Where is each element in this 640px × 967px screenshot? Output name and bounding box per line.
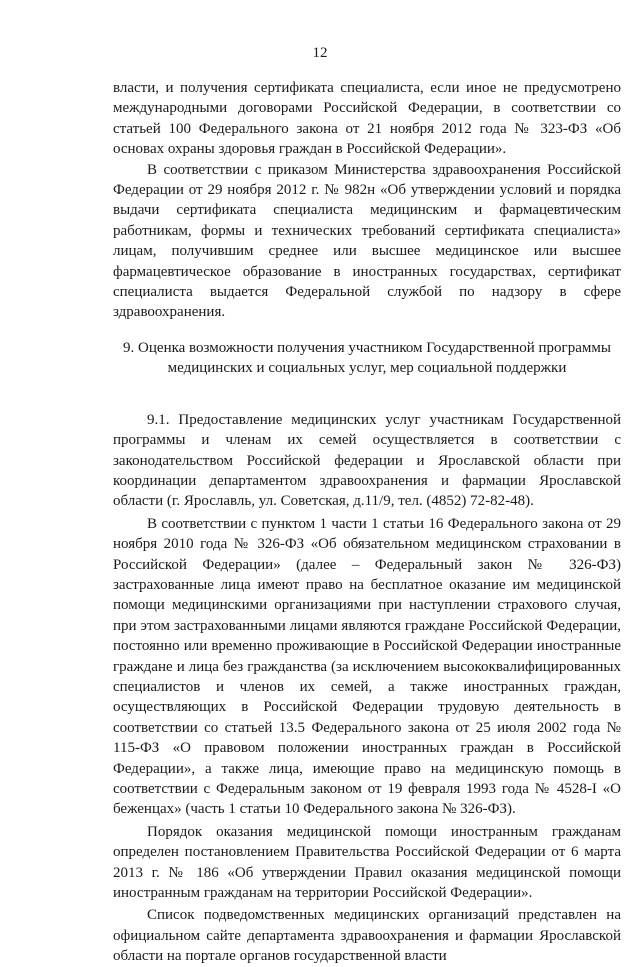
paragraph-organizations-list: Список подведомственных медицинских организаций представлен на официальном сайте департамента здравоохранения и фармации Ярославской области на портале органов государственной власти	[113, 907, 621, 965]
paragraph-insurance-law: В соответствии с пунктом 1 части 1 статьи 16 Федерального закона от 29 ноября 2010 года № 326-ФЗ «Об обязательном медицинском страховании в Российской Федерации» (далее – Федеральный закон № 326-ФЗ) застрахованные лица имеют право на бесплатное оказание им медицинской помощи медицинскими организациями при наступлении страхового случая, при этом застрахованными лицами являются граждане Российской Федерации, постоянно или временно проживающие в Российской Федерации иностранные граждане и лица без гражданства (за исключением высококвалифицированных специалистов и членов их семей, а также иностранных граждан, осуществляющих в Российской Федерации трудовую деятельность в соответствии со статьей 13.5 Федерального закона от 25 июля 2002 года № 115-ФЗ «О правовом положении иностранных граждан в Российской Федерации», а также лица, имеющие право на медицинскую помощь в соответствии с Федеральным законом от 19 февраля 1993 года № 4528-I «О беженцах» (часть 1 статьи 10 Федерального закона № 326-ФЗ).	[113, 515, 621, 818]
section-heading: 9. Оценка возможности получения участником Государственной программы медицинских и социальных услуг, мер социальной поддержки	[123, 339, 611, 377]
paragraph-certificate-order: В соответствии с приказом Министерства здравоохранения Российской Федерации от 29 ноября 2012 г. № 982н «Об утверждении условий и порядка выдачи сертификата специалиста медицинским и фармацевтическим работникам, формы и технических требований сертификата специалиста» лицам, получившим среднее или высшее медицинское или высшее фармацевтическое образование в иностранных государствах, сертификат специалиста выдается Федеральной службой по надзору в сфере здравоохранения.	[113, 161, 621, 321]
page-number: 12	[312, 45, 328, 61]
paragraph-foreign-care-order: Порядок оказания медицинской помощи иностранным гражданам определен постановлением Правительства Российской Федерации от 6 марта 2013 г. № 186 «Об утверждении Правил оказания медицинской помощи иностранным гражданам на территории Российской Федерации».	[113, 823, 621, 902]
paragraph-9-1: 9.1. Предоставление медицинских услуг участникам Государственной программы и членам их семей осуществляется в соответствии с законодательством Российской федерации и Ярославской области при координации департаментом здравоохранения и фармации Ярославской области (г. Ярославль, ул. Советская, д.11/9, тел. (4852) 72-82-48).	[113, 411, 621, 510]
paragraph-continuation: власти, и получения сертификата специалиста, если иное не предусмотрено международными договорами Российской Федерации, в соответствии со статьей 100 Федерального закона от 21 ноября 2012 года № 323-ФЗ «Об основах охраны здоровья граждан в Российской Федерации».	[113, 80, 621, 158]
document-body	[113, 78, 621, 967]
